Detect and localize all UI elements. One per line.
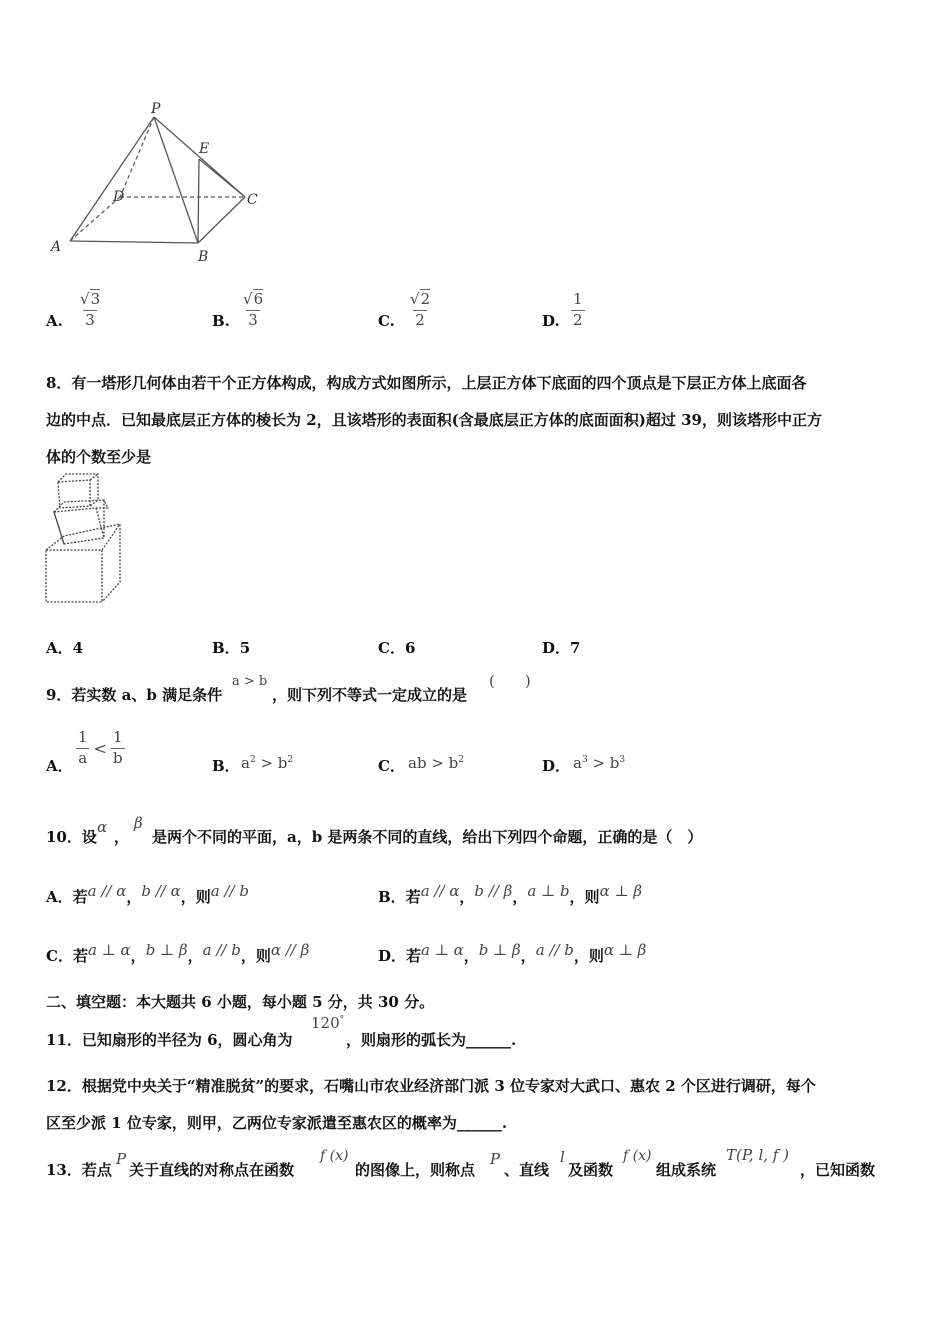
label-A: A xyxy=(51,239,62,255)
cube-tower-figure xyxy=(42,472,126,608)
q7-option-c-value: $\frac{√2}{2}$ xyxy=(410,290,431,329)
label-E: E xyxy=(199,141,210,157)
q9-answer-blank: ( ) xyxy=(489,672,531,690)
q8-option-a[interactable]: A．4 xyxy=(46,639,84,657)
q11-stem-post: ，则扇形的弧长为______. xyxy=(346,1031,517,1049)
q9-condition: a > b xyxy=(232,674,268,689)
q13-text-3: 、直线 xyxy=(504,1161,550,1179)
q13-function-f-2: f (x) xyxy=(623,1148,652,1164)
q7-option-b-label[interactable]: B. xyxy=(212,312,230,330)
label-D: D xyxy=(113,189,125,205)
q7-option-d-label[interactable]: D. xyxy=(542,312,560,330)
q13-text-5: 组成系统 xyxy=(656,1161,717,1179)
q9-option-d-value: $a^3 > b^3$ xyxy=(573,754,626,772)
q13-function-f: f (x) xyxy=(320,1148,349,1164)
q12-line-2: 区至少派 1 位专家，则甲，乙两位专家派遣至惠农区的概率为______. xyxy=(46,1114,508,1132)
q10-option-a[interactable]: A．若a // α，b // α，则a // b xyxy=(46,882,249,906)
q9-option-b-label[interactable]: B． xyxy=(212,757,240,775)
q10-option-b[interactable]: B．若a // α，b // β，a ⊥ b，则α ⊥ β xyxy=(378,882,643,906)
q13-point-p-2: P xyxy=(490,1150,501,1168)
q13-text-6: ，已知函数 xyxy=(800,1161,876,1179)
q8-line-1: 8．有一塔形几何体由若干个正方体构成，构成方式如图所示，上层正方体下底面的四个顶点是下层正方体上底面各 xyxy=(46,374,807,392)
q7-option-c-label[interactable]: C. xyxy=(378,312,395,330)
q8-option-b[interactable]: B．5 xyxy=(212,639,251,657)
q7-option-a-label[interactable]: A. xyxy=(46,312,63,330)
q9-option-d-label[interactable]: D． xyxy=(542,757,571,775)
q8-option-d[interactable]: D．7 xyxy=(542,639,581,657)
q13-text-2: 的图像上，则称点 xyxy=(355,1161,476,1179)
q8-option-c[interactable]: C．6 xyxy=(378,639,416,657)
q7-option-a-value: $\frac{√3}{3}$ xyxy=(80,290,101,329)
q11-stem-pre: 11．已知扇形的半径为 6，圆心角为 xyxy=(46,1031,293,1049)
q10-alpha: α xyxy=(97,818,108,836)
q9-stem-post: ，则下列不等式一定成立的是 xyxy=(272,686,468,704)
q10-stem-post: 是两个不同的平面，a，b 是两条不同的直线，给出下列四个命题，正确的是（ ） xyxy=(152,828,703,846)
q13-text-1: 关于直线的对称点在函数 xyxy=(129,1161,295,1179)
label-C: C xyxy=(247,192,258,208)
q9-option-c-label[interactable]: C． xyxy=(378,757,405,775)
q13-line-l: l xyxy=(560,1148,565,1166)
q10-beta: β xyxy=(134,814,143,832)
q8-line-3: 体的个数至少是 xyxy=(46,448,152,466)
q8-line-2: 边的中点．已知最底层正方体的棱长为 2，且该塔形的表面积(含最底层正方体的底面面积)超过 39，则该塔形中正方 xyxy=(46,411,822,429)
q9-option-b-value: $a^2 > b^2$ xyxy=(241,754,294,772)
q12-line-1: 12．根据党中央关于“精准脱贫”的要求，石嘴山市农业经济部门派 3 位专家对大武口、惠农 2 个区进行调研，每个 xyxy=(46,1077,816,1095)
q7-option-b-value: $\frac{√6}{3}$ xyxy=(243,290,264,329)
q13-system-t: T(P, l, f ) xyxy=(726,1146,789,1164)
q13-stem-pre: 13．若点 xyxy=(46,1161,112,1179)
q7-option-d-value: $\frac{1}{2}$ xyxy=(573,290,583,329)
pyramid-figure xyxy=(40,95,280,270)
q9-option-a-label[interactable]: A． xyxy=(46,757,73,775)
q10-option-c[interactable]: C．若a ⊥ α，b ⊥ β，a // b，则α // β xyxy=(46,941,310,965)
q10-option-d[interactable]: D．若a ⊥ α，b ⊥ β，a // b，则α ⊥ β xyxy=(378,941,647,965)
q9-option-a-value: $\frac{1}{a}$ < $\frac{1}{b}$ xyxy=(78,728,123,767)
q13-point-p: P xyxy=(116,1150,127,1168)
label-B: B xyxy=(198,249,209,265)
q13-text-4: 及函数 xyxy=(568,1161,614,1179)
q9-option-c-value: ab > $b^2$ xyxy=(408,754,464,772)
q9-stem-pre: 9．若实数 a、b 满足条件 xyxy=(46,686,223,704)
q10-stem-pre: 10．设 xyxy=(46,828,97,846)
label-P: P xyxy=(151,101,161,117)
q10-comma: ， xyxy=(114,828,130,846)
section-2-heading: 二、填空题：本大题共 6 小题，每小题 5 分，共 30 分。 xyxy=(46,993,435,1011)
q11-angle: 120° xyxy=(311,1014,345,1032)
